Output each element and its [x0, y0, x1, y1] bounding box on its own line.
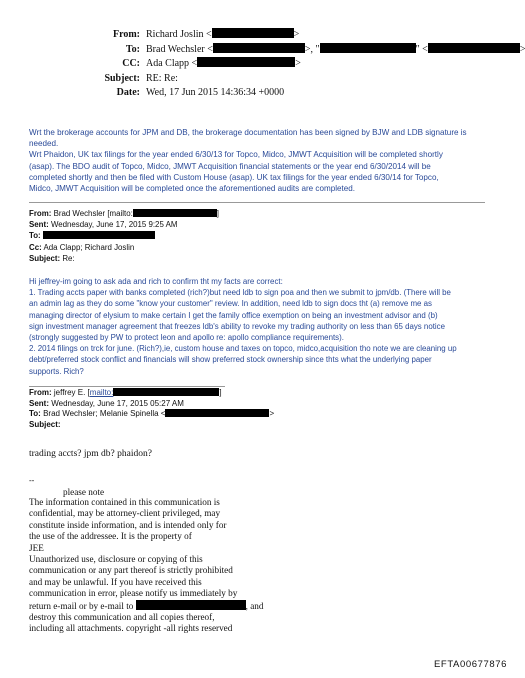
reply-line: Wrt the brokerage accounts for JPM and DB, the brokerage documentation has been signed by BJW and LDB signature is: [29, 128, 467, 137]
date-value: Wed, 17 Jun 2015 14:36:34 +0000: [146, 87, 285, 98]
separator-line: [29, 202, 485, 203]
from-label: From:: [112, 29, 140, 40]
from-value: Richard Joslin < >: [146, 29, 300, 40]
email-header: [0, 28, 525, 101]
reply-line: (asap). The BDO audit of Topco, Midco, JMWT Acquisition financial statements or the year end 6/30/2014 will be: [29, 161, 431, 171]
please-note: please note: [63, 487, 105, 497]
header-date-row: [0, 86, 512, 101]
quoted1-body-line: (strongly suggested by PW to protect leon and apollo re: apollo compliance requirements).: [29, 333, 344, 343]
redaction-block: [165, 409, 269, 417]
signature-dash: --: [29, 476, 35, 485]
mailto-link[interactable]: mailto:: [89, 388, 114, 397]
header-to-row: [0, 43, 525, 58]
conf-line: confidential, may be attorney-client privileged, may: [29, 508, 221, 519]
date-label: Date:: [116, 87, 140, 98]
redaction-block: [136, 600, 246, 610]
conf-line: the use of the addressee. It is the property of: [29, 531, 192, 542]
quoted1-body-line: 2. 2014 filings on trck for june. (Rich?),ie, custom house and taxes on topco, midco,acquisition tho note we are cleaning up: [29, 344, 457, 354]
reply-body: [29, 127, 485, 194]
conf-line: communication or any part thereof is strictly prohibited: [29, 565, 233, 576]
redaction-block: [133, 209, 217, 217]
reply-line: needed.: [29, 139, 59, 149]
quoted1-body-line: sign investment manager agreement that freezes ldb's ability to revoke my trading authority on less than 65 days notice: [29, 321, 445, 331]
conf-line: and may be unlawful. If you have received this: [29, 576, 202, 587]
quoted-body-1: [29, 276, 489, 377]
conf-line: return e-mail or by e-mail to , and: [29, 600, 264, 611]
quoted2-sent: Sent: Wednesday, June 17, 2015 05:27 AM: [29, 398, 184, 408]
confidentiality-notice: [29, 497, 289, 635]
subject-label: Subject:: [104, 72, 140, 84]
original-question: trading accts? jpm db? phaidon?: [29, 449, 152, 459]
header-from-row: [0, 28, 512, 43]
redaction-block: [113, 388, 219, 396]
quoted2-to: To: Brad Wechsler; Melanie Spinella < >: [29, 409, 275, 419]
quoted1-subject: Subject: Re:: [29, 253, 75, 263]
quoted1-body-line: debt/preferred stock conflict and financials will show preferred stock ownership since thts what the underlying paper: [29, 355, 432, 365]
quoted1-from: From: Brad Wechsler [mailto: ]: [29, 209, 219, 218]
quoted2-from: From: jeffrey E. [mailto: ]: [29, 388, 222, 397]
redaction-block: [213, 43, 305, 53]
quoted1-body-line: Hi jeffrey-im going to ask ada and rich to confirm tht my facts are correct:: [29, 277, 283, 286]
conf-line: constitute inside information, and is intended only for: [29, 519, 227, 530]
to-value: Brad Wechsler < >, " " < >: [146, 43, 525, 55]
quoted1-body-line: managing director of elysium to make certain I get the family office exemption on being an investment advisor and (b): [29, 310, 438, 320]
quoted-header-1: [29, 208, 489, 264]
subject-value: RE: Re:: [146, 72, 178, 84]
separator-line: [29, 386, 225, 387]
conf-line: including all attachments. copyright -all rights reserved: [29, 623, 233, 634]
header-cc-row: [0, 57, 512, 72]
conf-line: Unauthorized use, disclosure or copying of this: [29, 554, 203, 565]
conf-line: destroy this communication and all copies thereof,: [29, 612, 215, 623]
quoted1-to: To:: [29, 230, 489, 241]
redaction-block: [212, 28, 294, 38]
conf-line: communication in error, please notify us immediately by: [29, 588, 238, 599]
reply-line: completed shortly and then be filed with Custom House (asap). UK tax filings for the year ended 6/30/14 for Topco,: [29, 172, 439, 182]
cc-label: CC:: [122, 58, 140, 69]
quoted1-body-line: an admin lag as they do some "know your customer" review. In addition, need ldb to sign docs tht (a) remove me as: [29, 299, 432, 309]
conf-line: The information contained in this communication is: [29, 497, 220, 507]
quoted1-body-line: supports. Rich?: [29, 366, 84, 376]
quoted-header-2: [29, 388, 489, 430]
quoted2-subject: Subject:: [29, 419, 61, 429]
header-subject-row: [0, 72, 512, 87]
quoted1-sent: Sent: Wednesday, June 17, 2015 9:25 AM: [29, 220, 178, 230]
redaction-block: [320, 43, 416, 53]
redaction-block: [43, 231, 155, 239]
conf-line: JEE: [29, 542, 44, 553]
bates-number: EFTA00677876: [434, 659, 508, 670]
redaction-block: [197, 57, 295, 67]
quoted1-body-line: 1. Trading accts paper with banks completed (rich?)but need ldb to sign poa and then we submit to jpm/db. (There will be: [29, 288, 451, 298]
to-label: To:: [125, 43, 140, 55]
quoted1-cc: Cc: Ada Clapp; Richard Joslin: [29, 242, 135, 252]
reply-line: Wrt Phaidon, UK tax filings for the year ended 6/30/13 for Topco, Midco, JMWT Acquisition will be completed shortly: [29, 150, 443, 160]
cc-value: Ada Clapp < >: [146, 58, 301, 69]
reply-line: Midco, JMWT Acquisition will be completed once the aforementioned audits are completed.: [29, 184, 356, 194]
redaction-block: [428, 43, 520, 53]
